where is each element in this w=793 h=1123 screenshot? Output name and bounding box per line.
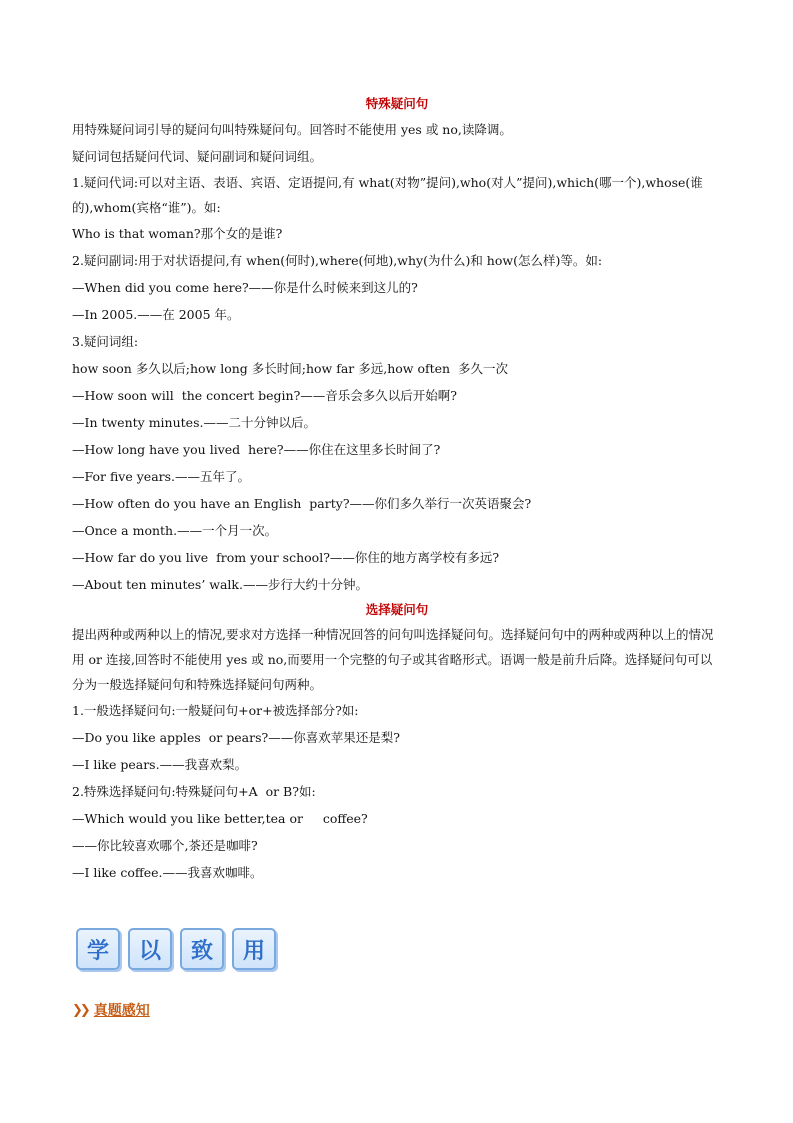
example-line: —In twenty minutes.——二十分钟以后。 — [72, 415, 316, 430]
section-title-special-questions: 特殊疑问句 — [365, 96, 429, 111]
section-link-label: 真题感知 — [93, 1003, 150, 1019]
banner-tile: 致 — [180, 928, 224, 970]
content-body — [72, 92, 722, 886]
example-line: —Which would you like better,tea or coffee? — [72, 811, 368, 826]
paragraph: 2.特殊选择疑问句:特殊疑问句+A or B?如: — [72, 784, 316, 799]
example-line: —Do you like apples or pears?——你喜欢苹果还是梨? — [72, 730, 400, 745]
example-line: —I like coffee.——我喜欢咖啡。 — [72, 865, 263, 880]
example-line: —How often do you have an English party?——你们多久举行一次英语聚会? — [72, 496, 532, 511]
example-line: Who is that woman?那个女的是谁? — [72, 226, 283, 241]
example-line: —How far do you live from your school?——你住的地方离学校有多远? — [72, 550, 500, 565]
paragraph: 3.疑问词组: — [72, 334, 139, 349]
banner-tile: 用 — [232, 928, 276, 970]
banner-tile: 以 — [128, 928, 172, 970]
banner-tile: 学 — [76, 928, 120, 970]
paragraph: 1.疑问代词:可以对主语、表语、宾语、定语提问,有 what(对物”提问),who(对人”提问),which(哪一个),whose(谁的),whom(宾格“谁”)。如: — [72, 175, 703, 215]
paragraph: 疑问词包括疑问代词、疑问副词和疑问词组。 — [72, 149, 323, 164]
example-line: —In 2005.——在 2005 年。 — [72, 307, 240, 322]
example-line: —When did you come here?——你是什么时候来到这儿的? — [72, 280, 418, 295]
example-line: ——你比较喜欢哪个,茶还是咖啡? — [72, 838, 258, 853]
paragraph: 提出两种或两种以上的情况,要求对方选择一种情况回答的问句叫选择疑问句。选择疑问句中的两种或两种以上的情况用 or 连接,回答时不能使用 yes 或 no,而要用一个完整的句子或其省略形式。语调一般是前升后降。选择疑问句可以分为一般选择疑问句和特殊选择疑问句两种。 — [72, 627, 714, 692]
paragraph: 用特殊疑问词引导的疑问句叫特殊疑问句。回答时不能使用 yes 或 no,读降调。 — [72, 122, 512, 137]
example-line: —I like pears.——我喜欢梨。 — [72, 757, 248, 772]
section-title-alternative-questions: 选择疑问句 — [365, 602, 429, 617]
practice-banner — [76, 928, 276, 970]
example-line: —How soon will the concert begin?——音乐会多久以后开始啊? — [72, 388, 457, 403]
example-line: —Once a month.——一个月一次。 — [72, 523, 278, 538]
example-line: —How long have you lived here?——你住在这里多长时间了? — [72, 442, 441, 457]
example-line: —About ten minutes’ walk.——步行大约十分钟。 — [72, 577, 368, 592]
section-link-real-questions[interactable] — [72, 1000, 150, 1020]
example-line: —For five years.——五年了。 — [72, 469, 251, 484]
paragraph: 2.疑问副词:用于对状语提问,有 when(何时),where(何地),why(为什么)和 how(怎么样)等。如: — [72, 253, 603, 268]
double-chevron-icon: ❯❯ — [72, 1002, 88, 1018]
paragraph: 1.一般选择疑问句:一般疑问句+or+被选择部分?如: — [72, 703, 359, 718]
paragraph: how soon 多久以后;how long 多长时间;how far 多远,how often 多久一次 — [72, 361, 509, 376]
